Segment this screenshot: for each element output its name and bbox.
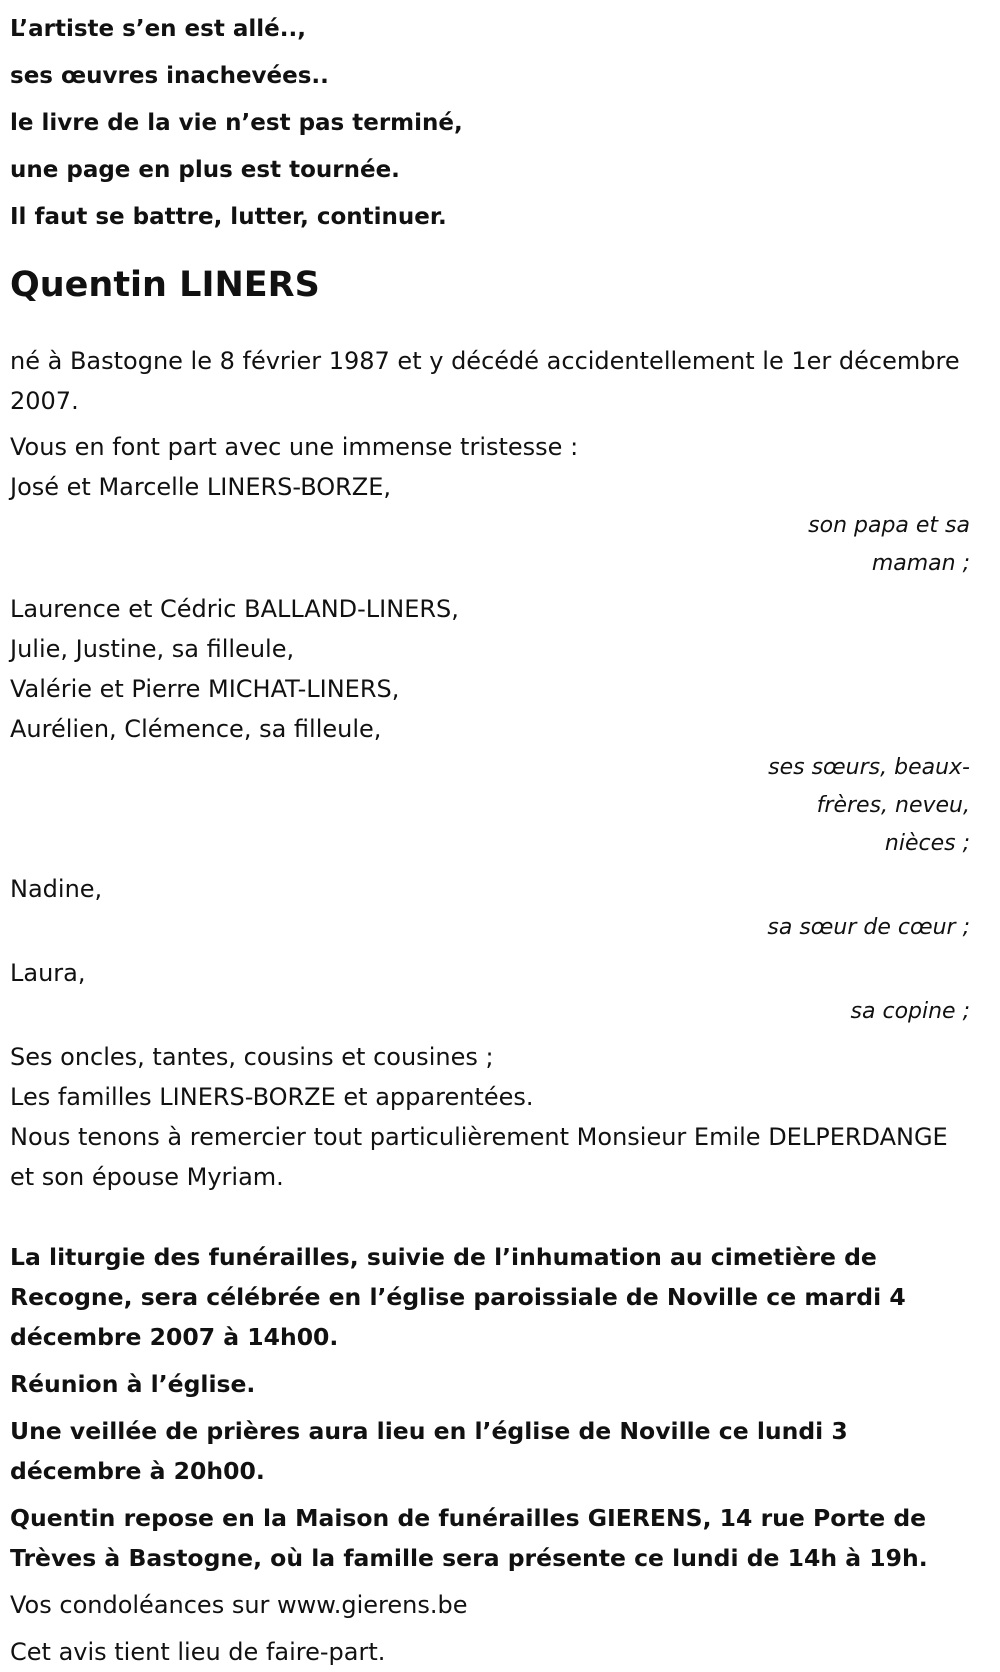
girlfriend-line: Laura,	[10, 959, 86, 987]
condolences-text: Vos condoléances sur www.gierens.be	[10, 1591, 468, 1619]
parents-relation: son papa et sa maman ;	[808, 513, 970, 576]
heart-sister-relation: sa sœur de cœur ;	[767, 915, 970, 940]
birth-death-text: né à Bastogne le 8 février 1987 et y décédé accidentellement le 1er décembre 2007.	[10, 347, 960, 415]
siblings-relation: ses sœurs, beaux-frères, neveu, nièces ;	[768, 755, 970, 856]
poem-line: une page en plus est tournée.	[10, 157, 400, 183]
poem-line: L’artiste s’en est allé..,	[10, 16, 306, 42]
sibling-line: Laurence et Cédric BALLAND-LINERS,	[10, 595, 459, 623]
announcement-intro: Vous en font part avec une immense tristesse :	[10, 433, 579, 461]
sibling-line: Julie, Justine, sa filleule,	[10, 635, 295, 663]
liturgy-text: La liturgie des funérailles, suivie de l’inhumation au cimetière de Recogne, sera célébrée en l’église paroissiale de Noville ce mardi 4 décembre 2007 à 14h00.	[10, 1243, 906, 1351]
repose-text: Quentin repose en la Maison de funérailles GIERENS, 14 rue Porte de Trèves à Bastogne, où la famille sera présente ce lundi de 14h à 19h.	[10, 1504, 928, 1572]
poem-line: ses œuvres inachevées..	[10, 63, 329, 89]
parents-line: José et Marcelle LINERS-BORZE,	[10, 473, 392, 501]
extended-family-line: Ses oncles, tantes, cousins et cousines ;	[10, 1043, 494, 1071]
sibling-line: Valérie et Pierre MICHAT-LINERS,	[10, 675, 400, 703]
heart-sister-line: Nadine,	[10, 875, 103, 903]
notice-text: Cet avis tient lieu de faire-part.	[10, 1638, 386, 1666]
poem-line: Il faut se battre, lutter, continuer.	[10, 204, 447, 230]
poem	[10, 6, 970, 241]
girlfriend-relation: sa copine ;	[850, 999, 970, 1024]
poem-line: le livre de la vie n’est pas terminé,	[10, 110, 463, 136]
thanks-text: Nous tenons à remercier tout particulièrement Monsieur Emile DELPERDANGE et son épouse Myriam.	[10, 1123, 948, 1191]
deceased-name: Quentin LINERS	[10, 265, 320, 305]
meeting-text: Réunion à l’église.	[10, 1370, 256, 1398]
sibling-line: Aurélien, Clémence, sa filleule,	[10, 715, 382, 743]
families-line: Les familles LINERS-BORZE et apparentées.	[10, 1083, 534, 1111]
vigil-text: Une veillée de prières aura lieu en l’église de Noville ce lundi 3 décembre à 20h00.	[10, 1417, 848, 1485]
